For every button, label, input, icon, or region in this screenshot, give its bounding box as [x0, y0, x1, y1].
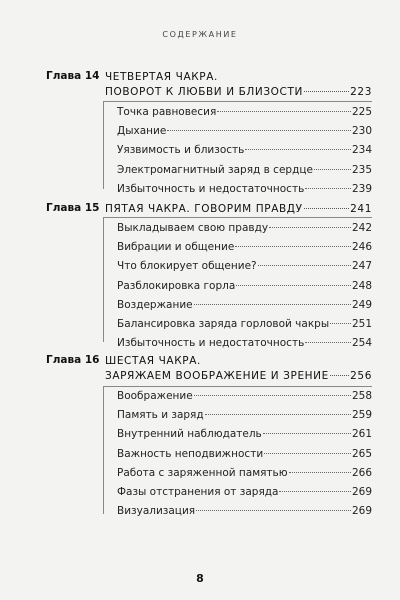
chapter-title-text: ПЯТАЯ ЧАКРА. ГОВОРИМ ПРАВДУ [105, 203, 303, 215]
entry-page: 258 [351, 390, 372, 402]
chapter-page: 223 [350, 86, 372, 98]
divider [103, 217, 104, 342]
entry-title: Выкладываем свою правду [117, 222, 269, 234]
entry-page: 261 [351, 428, 372, 441]
leader-dots [289, 471, 351, 473]
entry-title: Электромагнитный заряд в сердце [117, 163, 313, 176]
toc-entry[interactable] [117, 103, 372, 122]
chapter-14-items [117, 103, 372, 199]
chapter-title-text: ПОВОРОТ К ЛЮБВИ И БЛИЗОСТИ [105, 86, 303, 98]
leader-dots [314, 168, 351, 170]
entry-title: Фазы отстранения от заряда [117, 486, 279, 499]
entry-page: 249 [351, 298, 372, 311]
entry-page: 265 [351, 447, 372, 460]
toc-entry[interactable] [117, 180, 372, 199]
leader-dots [196, 509, 351, 511]
leader-dots [304, 90, 349, 92]
entry-title: Память и заряд [117, 409, 204, 422]
entry-page: 269 [351, 505, 372, 518]
chapter-label: Глава 15 [46, 202, 100, 214]
toc-entry[interactable] [117, 122, 372, 141]
entry-page: 246 [351, 241, 372, 254]
leader-dots [194, 303, 351, 305]
entry-page: 239 [351, 182, 372, 195]
chapter-15-items [117, 219, 372, 353]
toc-entry[interactable] [117, 406, 372, 425]
chapter-title-text: ЗАРЯЖАЕМ ВООБРАЖЕНИЕ И ЗРЕНИЕ [105, 370, 329, 382]
entry-page: 259 [351, 409, 372, 422]
entry-page: 266 [351, 466, 372, 479]
toc-entry[interactable] [117, 445, 372, 464]
chapter-title [105, 70, 372, 100]
toc-entry[interactable] [117, 219, 372, 238]
entry-page: 242 [351, 222, 372, 234]
leader-dots [330, 322, 351, 324]
chapter-page: 256 [350, 370, 372, 382]
toc-entry[interactable] [117, 277, 372, 296]
leader-dots [258, 264, 351, 266]
entry-title: Дыхание [117, 125, 167, 138]
toc-entry[interactable] [117, 483, 372, 502]
entry-page: 230 [351, 125, 372, 138]
entry-page: 254 [351, 337, 372, 350]
chapter-label: Глава 14 [46, 70, 100, 82]
leader-dots [263, 432, 351, 434]
chapter-page: 241 [350, 203, 372, 215]
entry-title: Визуализация [117, 505, 196, 518]
chapter-title-line: ШЕСТАЯ ЧАКРА. [105, 355, 201, 367]
entry-title: Разблокировка горла [117, 279, 236, 292]
toc-entry[interactable] [117, 464, 372, 483]
entry-title: Что блокирует общение? [117, 260, 257, 273]
leader-dots [235, 245, 351, 247]
chapter-16-items [117, 378, 372, 521]
entry-page: 269 [351, 486, 372, 499]
toc-entry[interactable] [117, 334, 372, 353]
toc-entry[interactable] [117, 425, 372, 444]
entry-title: Воображение [117, 390, 193, 402]
chapter-title-line [105, 202, 372, 217]
toc-entry[interactable] [117, 257, 372, 276]
leader-dots [304, 207, 350, 209]
leader-dots [245, 148, 351, 150]
entry-page: 247 [351, 260, 372, 273]
entry-title: Воздержание [117, 298, 193, 311]
leader-dots [279, 490, 351, 492]
toc-entry[interactable] [117, 315, 372, 334]
divider [103, 101, 372, 102]
entry-title: Избыточность и недостаточность [117, 182, 305, 195]
entry-title: Важность неподвижности [117, 447, 264, 460]
page-number: 8 [196, 572, 204, 585]
toc-entry[interactable] [117, 161, 372, 180]
entry-page: 235 [351, 163, 372, 176]
leader-dots [217, 110, 351, 112]
entry-title: Внутренний наблюдатель [117, 428, 262, 441]
entry-page: 225 [351, 106, 372, 118]
toc-entry[interactable] [117, 296, 372, 315]
entry-title: Избыточность и недостаточность [117, 337, 305, 350]
chapter-title-line [105, 85, 372, 100]
leader-dots [194, 394, 351, 396]
entry-title: Точка равновесия [117, 106, 217, 118]
chapter-title [105, 202, 372, 217]
leader-dots [330, 374, 349, 376]
toc-entry[interactable] [117, 238, 372, 257]
leader-dots [305, 187, 351, 189]
chapter-label: Глава 16 [46, 354, 100, 366]
chapter-title-line: ЧЕТВЕРТАЯ ЧАКРА. [105, 71, 218, 83]
page-header: СОДЕРЖАНИЕ [162, 30, 238, 39]
entry-page: 248 [351, 279, 372, 292]
divider [103, 386, 104, 514]
entry-page: 251 [351, 318, 372, 331]
leader-dots [205, 413, 351, 415]
leader-dots [236, 284, 351, 286]
divider [103, 101, 104, 189]
leader-dots [167, 129, 351, 131]
entry-title: Вибрации и общение [117, 241, 235, 254]
toc-entry[interactable] [117, 502, 372, 521]
divider [103, 217, 372, 218]
leader-dots [264, 452, 351, 454]
entry-title: Балансировка заряда горловой чакры [117, 318, 330, 331]
entry-title: Уязвимость и близость [117, 144, 245, 157]
leader-dots [305, 341, 351, 343]
toc-entry[interactable] [117, 387, 372, 406]
toc-entry[interactable] [117, 141, 372, 160]
leader-dots [269, 226, 351, 228]
entry-page: 234 [351, 144, 372, 157]
entry-title: Работа с заряженной памятью [117, 466, 288, 479]
